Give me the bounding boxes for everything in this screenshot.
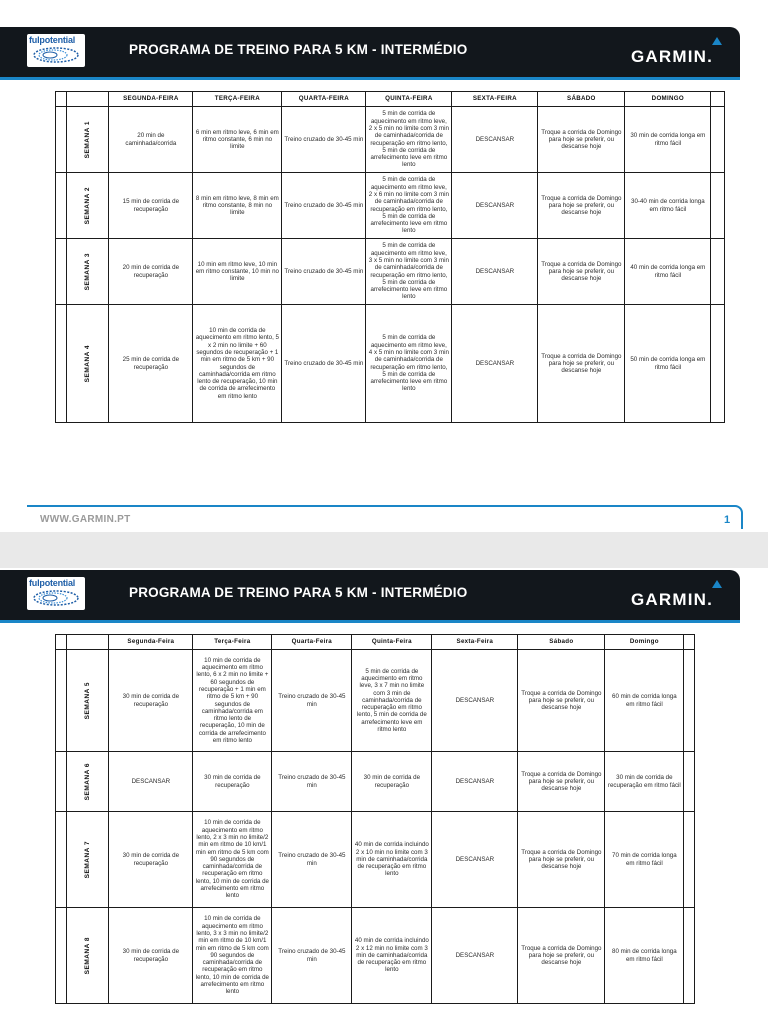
footer-divider xyxy=(27,505,743,529)
page-header xyxy=(0,570,740,623)
day-cell: Troque a corrida de Domingo para hoje se preferir, ou descanse hoje xyxy=(518,812,605,908)
day-cell: Treino cruzado de 30-45 min xyxy=(272,752,352,812)
page-number: 1 xyxy=(724,514,731,526)
page-header xyxy=(0,27,740,80)
table-row xyxy=(56,173,725,239)
week-cell xyxy=(67,239,109,305)
table-row xyxy=(56,812,695,908)
day-cell: DESCANSAR xyxy=(452,173,538,239)
garmin-logo xyxy=(631,47,713,67)
row-blank xyxy=(56,650,67,752)
header-week xyxy=(67,635,109,650)
training-table-page-2 xyxy=(55,634,695,1004)
header-day: Sábado xyxy=(518,635,605,650)
header-blank xyxy=(684,635,695,650)
day-cell: Troque a corrida de Domingo para hoje se preferir, ou descanse hoje xyxy=(518,752,605,812)
page-title: PROGRAMA DE TREINO PARA 5 KM - INTERMÉDIO xyxy=(129,585,468,600)
fulpotential-swirl-icon xyxy=(31,45,81,65)
day-cell: Treino cruzado de 30-45 min xyxy=(282,173,366,239)
table-row xyxy=(56,752,695,812)
day-cell: DESCANSAR xyxy=(109,752,193,812)
header-day: DOMINGO xyxy=(625,92,711,107)
day-cell: 5 min de corrida de aquecimento em ritmo leve, 3 x 7 min no limite com 3 min de caminhada/corrida de recuperação em ritmo lento, 5 min de corrida de arrefecimento leve em ritmo lento xyxy=(352,650,432,752)
page-title: PROGRAMA DE TREINO PARA 5 KM - INTERMÉDIO xyxy=(129,42,468,57)
day-cell: 5 min de corrida de aquecimento em ritmo leve, 2 x 5 min no limite com 3 min de caminhada/corrida de recuperação em ritmo lento, 5 min de corrida de arrefecimento leve em ritmo lento xyxy=(366,107,452,173)
day-cell: Troque a corrida de Domingo para hoje se preferir, ou descanse hoje xyxy=(538,173,625,239)
row-blank xyxy=(711,239,725,305)
day-cell: Troque a corrida de Domingo para hoje se preferir, ou descanse hoje xyxy=(538,107,625,173)
day-cell: 6 min em ritmo leve, 6 min em ritmo constante, 6 min no limite xyxy=(193,107,282,173)
day-cell: 30 min de corrida de recuperação xyxy=(109,908,193,1004)
header-day: Terça-Feira xyxy=(193,635,272,650)
week-cell xyxy=(67,173,109,239)
week-label: SEMANA 5 xyxy=(84,681,92,720)
day-cell: Treino cruzado de 30-45 min xyxy=(272,650,352,752)
header-day: SEGUNDA-FEIRA xyxy=(109,92,193,107)
day-cell: 70 min de corrida longa em ritmo fácil xyxy=(605,812,684,908)
table-row xyxy=(56,107,725,173)
day-cell: 8 min em ritmo leve, 8 min em ritmo constante, 8 min no limite xyxy=(193,173,282,239)
day-cell: 80 min de corrida longa em ritmo fácil xyxy=(605,908,684,1004)
day-cell: DESCANSAR xyxy=(452,305,538,423)
header-day: TERÇA-FEIRA xyxy=(193,92,282,107)
logo-text: fulpotential xyxy=(29,578,76,588)
day-cell: 10 min de corrida de aquecimento em ritmo lento, 5 x 2 min no limite + 60 segundos de recuperação + 1 min em ritmo de 5 km + 90 segundos de caminhada/corrida em ritmo lento de recuperação, 10 min de corrida de arrefecimento em ritmo lento xyxy=(193,305,282,423)
day-cell: 30 min de corrida de recuperação xyxy=(193,752,272,812)
day-cell: DESCANSAR xyxy=(432,908,518,1004)
week-label: SEMANA 8 xyxy=(84,936,92,975)
row-blank xyxy=(711,305,725,423)
day-cell: DESCANSAR xyxy=(432,752,518,812)
week-label: SEMANA 1 xyxy=(84,120,92,159)
day-cell: 20 min de corrida de recuperação xyxy=(109,239,193,305)
row-blank xyxy=(56,305,67,423)
table-header-row xyxy=(56,635,695,650)
row-blank xyxy=(56,107,67,173)
garmin-triangle-icon xyxy=(712,580,722,588)
row-blank xyxy=(684,752,695,812)
day-cell: Treino cruzado de 30-45 min xyxy=(282,305,366,423)
brand-name: GARMIN xyxy=(631,590,708,609)
day-cell: Treino cruzado de 30-45 min xyxy=(272,908,352,1004)
header-day: QUINTA-FEIRA xyxy=(366,92,452,107)
day-cell: 40 min de corrida incluindo 2 x 12 min no limite com 3 min de caminhada/corrida de recuperação em ritmo lento xyxy=(352,908,432,1004)
logo-text: fulpotential xyxy=(29,35,76,45)
week-cell xyxy=(67,752,109,812)
day-cell: 40 min de corrida longa em ritmo fácil xyxy=(625,239,711,305)
row-blank xyxy=(684,650,695,752)
day-cell: 5 min de corrida de aquecimento em ritmo leve, 4 x 5 min no limite com 3 min de caminhada/corrida de recuperação em ritmo lento, 5 min de corrida de arrefecimento leve em ritmo lento xyxy=(366,305,452,423)
header-day: QUARTA-FEIRA xyxy=(282,92,366,107)
header-week xyxy=(67,92,109,107)
day-cell: 30 min de corrida de recuperação em ritmo fácil xyxy=(605,752,684,812)
week-label: SEMANA 6 xyxy=(84,762,92,801)
day-cell: 30 min de corrida de recuperação xyxy=(109,650,193,752)
fulpotential-logo xyxy=(27,34,85,67)
day-cell: DESCANSAR xyxy=(452,239,538,305)
day-cell: 30 min de corrida longa em ritmo fácil xyxy=(625,107,711,173)
day-cell: 30 min de corrida de recuperação xyxy=(352,752,432,812)
day-cell: Treino cruzado de 30-45 min xyxy=(282,107,366,173)
header-day: SEXTA-FEIRA xyxy=(452,92,538,107)
row-blank xyxy=(56,239,67,305)
garmin-triangle-icon xyxy=(712,37,722,45)
row-blank xyxy=(684,908,695,1004)
day-cell: 25 min de corrida de recuperação xyxy=(109,305,193,423)
week-label: SEMANA 3 xyxy=(84,252,92,291)
day-cell: Troque a corrida de Domingo para hoje se preferir, ou descanse hoje xyxy=(538,305,625,423)
header-day: SÁBADO xyxy=(538,92,625,107)
day-cell: Treino cruzado de 30-45 min xyxy=(282,239,366,305)
header-blank xyxy=(56,92,67,107)
day-cell: 5 min de corrida de aquecimento em ritmo leve, 2 x 6 min no limite com 3 min de caminhada/corrida de recuperação em ritmo lento, 5 min de corrida de arrefecimento leve em ritmo lento xyxy=(366,173,452,239)
day-cell: Treino cruzado de 30-45 min xyxy=(272,812,352,908)
day-cell: DESCANSAR xyxy=(452,107,538,173)
day-cell: 60 min de corrida longa em ritmo fácil xyxy=(605,650,684,752)
day-cell: 50 min de corrida longa em ritmo fácil xyxy=(625,305,711,423)
header-day: Segunda-Feira xyxy=(109,635,193,650)
row-blank xyxy=(684,812,695,908)
header-day: Quarta-Feira xyxy=(272,635,352,650)
header-blank xyxy=(56,635,67,650)
footer-url: WWW.GARMIN.PT xyxy=(40,514,131,525)
week-cell xyxy=(67,305,109,423)
row-blank xyxy=(56,908,67,1004)
week-cell xyxy=(67,812,109,908)
table-row xyxy=(56,239,725,305)
day-cell: 10 min de corrida de aquecimento em ritmo lento, 3 x 3 min no limite/2 min em ritmo de 10 km/1 min em ritmo de 5 km com 90 segundos de caminhada/corrida de recuperação em ritmo lento, 10 min de corrida de arrefecimento em ritmo lento xyxy=(193,908,272,1004)
header-day: Domingo xyxy=(605,635,684,650)
week-label: SEMANA 2 xyxy=(84,186,92,225)
table-row xyxy=(56,908,695,1004)
document-page-2 xyxy=(0,568,768,1024)
day-cell: 30 min de corrida de recuperação xyxy=(109,812,193,908)
fulpotential-logo xyxy=(27,577,85,610)
day-cell: Troque a corrida de Domingo para hoje se preferir, ou descanse hoje xyxy=(538,239,625,305)
table-row xyxy=(56,650,695,752)
week-label: SEMANA 4 xyxy=(84,344,92,383)
day-cell: DESCANSAR xyxy=(432,650,518,752)
row-blank xyxy=(711,107,725,173)
day-cell: 15 min de corrida de recuperação xyxy=(109,173,193,239)
table-row xyxy=(56,305,725,423)
training-table-page-1 xyxy=(55,91,725,423)
week-cell xyxy=(67,650,109,752)
row-blank xyxy=(56,812,67,908)
header-day: Sexta-Feira xyxy=(432,635,518,650)
garmin-logo xyxy=(631,590,713,610)
header-blank xyxy=(711,92,725,107)
week-cell xyxy=(67,107,109,173)
row-blank xyxy=(711,173,725,239)
day-cell: 5 min de corrida de aquecimento em ritmo leve, 3 x 5 min no limite com 3 min de caminhada/corrida de recuperação em ritmo lento, 5 min de corrida de arrefecimento leve em ritmo lento xyxy=(366,239,452,305)
brand-name: GARMIN xyxy=(631,47,708,66)
day-cell: DESCANSAR xyxy=(432,812,518,908)
day-cell: 10 min de corrida de aquecimento em ritmo lento, 6 x 2 min no limite + 60 segundos de recuperação + 1 min em ritmo de 5 km + 90 segundos de caminhada/corrida em ritmo lento de recuperação, 10 min de corrida de arrefecimento em ritmo lento xyxy=(193,650,272,752)
row-blank xyxy=(56,173,67,239)
day-cell: Troque a corrida de Domingo para hoje se preferir, ou descanse hoje xyxy=(518,908,605,1004)
row-blank xyxy=(56,752,67,812)
week-cell xyxy=(67,908,109,1004)
brand-dot: . xyxy=(707,47,714,66)
fulpotential-swirl-icon xyxy=(31,588,81,608)
day-cell: Troque a corrida de Domingo para hoje se preferir, ou descanse hoje xyxy=(518,650,605,752)
day-cell: 40 min de corrida incluindo 2 x 10 min no limite com 3 min de caminhada/corrida de recuperação em ritmo lento xyxy=(352,812,432,908)
day-cell: 30-40 min de corrida longa em ritmo fácil xyxy=(625,173,711,239)
table-header-row xyxy=(56,92,725,107)
day-cell: 10 min em ritmo leve, 10 min em ritmo constante, 10 min no limite xyxy=(193,239,282,305)
week-label: SEMANA 7 xyxy=(84,840,92,879)
day-cell: 10 min de corrida de aquecimento em ritmo lento, 2 x 3 min no limite/2 min em ritmo de 10 km/1 min em ritmo de 5 km com 90 segundos de caminhada/corrida de recuperação em ritmo lento, 10 min de corrida de arrefecimento em ritmo lento xyxy=(193,812,272,908)
brand-dot: . xyxy=(707,590,714,609)
day-cell: 20 min de caminhada/corrida xyxy=(109,107,193,173)
header-day: Quinta-Feira xyxy=(352,635,432,650)
